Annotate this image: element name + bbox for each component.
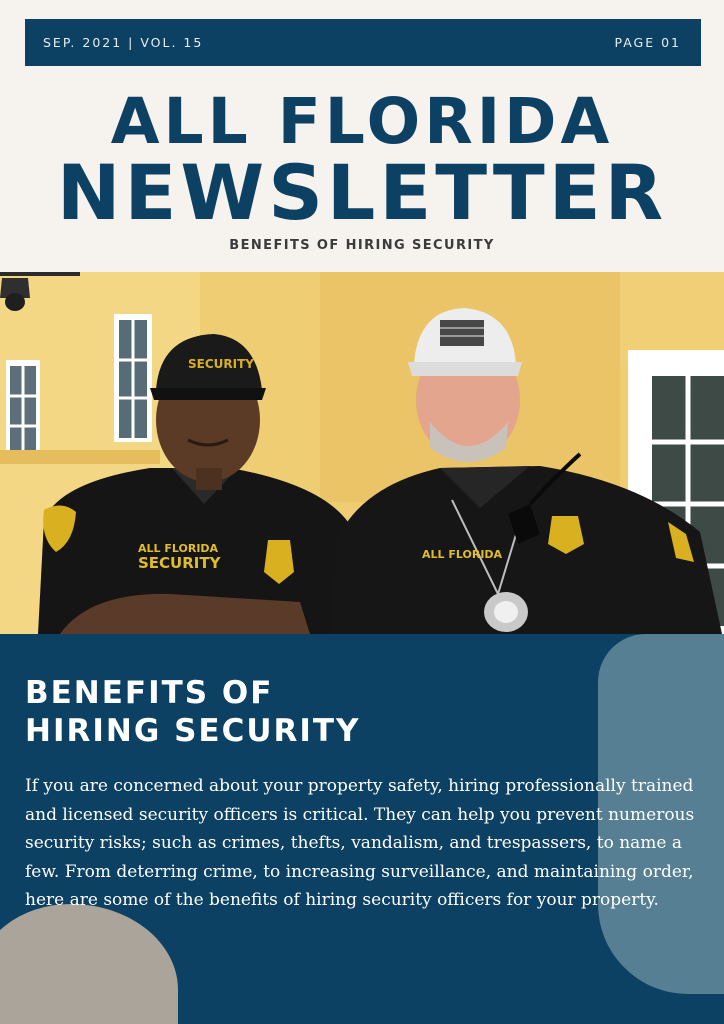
photo-illustration [0, 272, 724, 634]
article-body: If you are concerned about your property safety, hiring professionally trained and licensed security officers is critical. They can help you prevent numerous security risks; such as crimes, thefts, vandalism, and trespassers, to name a few. From deterring crime, to increasing surveillance, and maintaining order, here are some of the benefits of hiring security officers for your property. [25, 776, 695, 910]
article-title-line-2: HIRING SECURITY [25, 713, 361, 749]
header-bar [25, 19, 701, 66]
svg-text:SECURITY: SECURITY [138, 554, 221, 572]
subtitle: BENEFITS OF HIRING SECURITY [229, 238, 495, 253]
security-officers-photo [0, 272, 724, 634]
svg-text:ALL FLORIDA: ALL FLORIDA [422, 548, 503, 561]
title-line-2: NEWSLETTER [56, 148, 668, 237]
article-section [0, 634, 724, 1024]
decorative-blob-left [0, 904, 178, 1024]
article-title-line-1: BENEFITS OF [25, 675, 274, 711]
article-title [25, 674, 585, 750]
issue-label: SEP. 2021 | VOL. 15 [43, 35, 204, 50]
page-number: PAGE 01 [614, 35, 681, 50]
svg-text:SECURITY: SECURITY [188, 357, 254, 371]
svg-text:ALL FLORIDA: ALL FLORIDA [138, 542, 219, 555]
title-line-1: ALL FLORIDA [110, 85, 614, 158]
